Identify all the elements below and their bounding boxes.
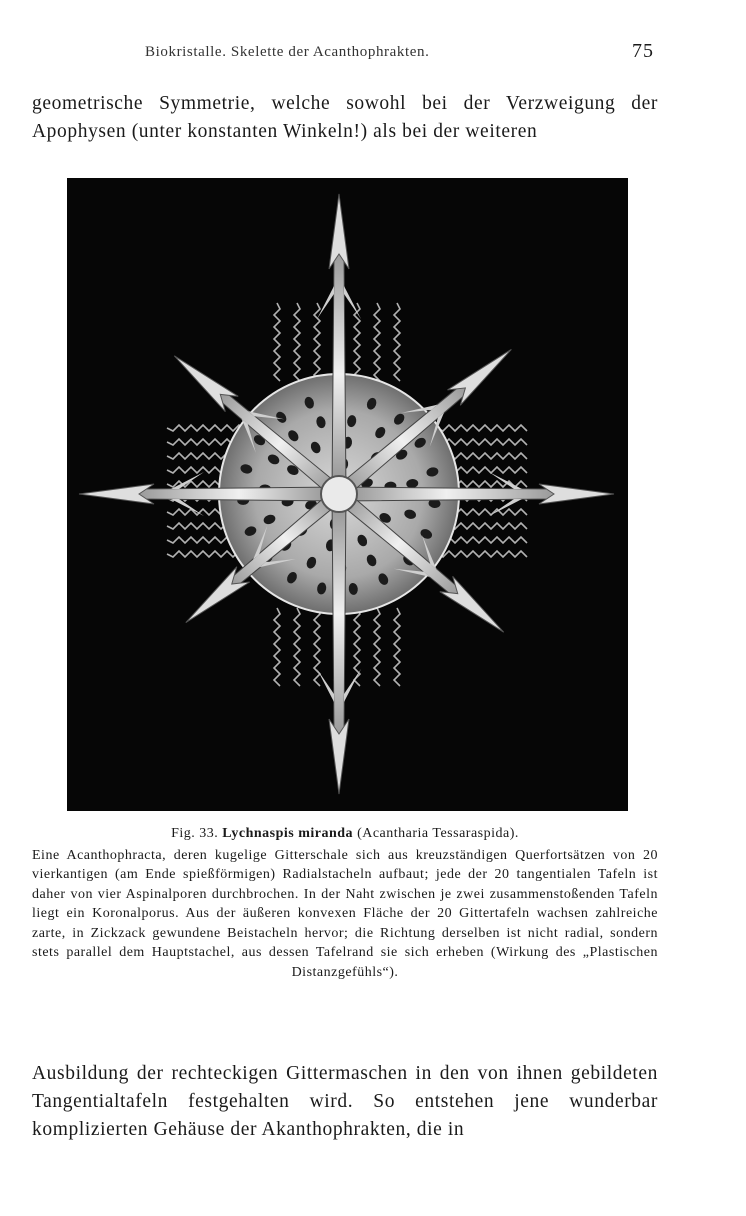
radiolarian-illustration xyxy=(67,178,628,811)
running-head: Biokristalle. Skelette der Acanthophrakten. xyxy=(145,44,430,60)
species-name: Lychnaspis miranda xyxy=(222,826,354,841)
taxon-name: (Acantharia Tessaraspida). xyxy=(357,826,519,841)
figure-caption xyxy=(32,824,658,982)
figure-label: Fig. 33. xyxy=(171,826,219,841)
body-paragraph-top: geometrische Symmetrie, welche sowohl bei der Verzweigung der Apophysen (unter konstanten Winkeln!) als bei der weiteren xyxy=(32,93,658,142)
body-paragraph-bottom: Ausbildung der rechteckigen Gittermaschen in den von ihnen gebildeten Tangentialtafeln festgehalten wird. So entstehen jene wunderbar komplizierten Gehäuse der Akanthophrakten, die in xyxy=(32,1063,658,1140)
caption-description: Eine Acanthophracta, deren kugelige Gitterschale sich aus kreuzständigen Querfortsätzen von 20 vierkantigen (am Ende spießförmigen) Radialstacheln aufbaut; jede der 20 tangentialen Tafeln ist daher von vier Aspinalporen durchbrochen. In der Naht zwischen je zwei zusammenstoßenden Tafeln liegt ein Koronalporus. Aus der äußeren konvexen Fläche der 20 Gittertafeln wachsen zahlreiche zarte, in Zickzack gewundene Beistacheln hervor; die Richtung derselben ist nicht radial, sondern stets parallel dem Hauptstachel, aus dessen Tafelrand sie sich erheben (Wirkung des „Plastischen Distanzgefühls“). xyxy=(32,847,658,980)
acantharia-skeleton-drawing xyxy=(67,178,628,811)
caption-title xyxy=(32,824,658,844)
page-number: 75 xyxy=(632,40,654,62)
